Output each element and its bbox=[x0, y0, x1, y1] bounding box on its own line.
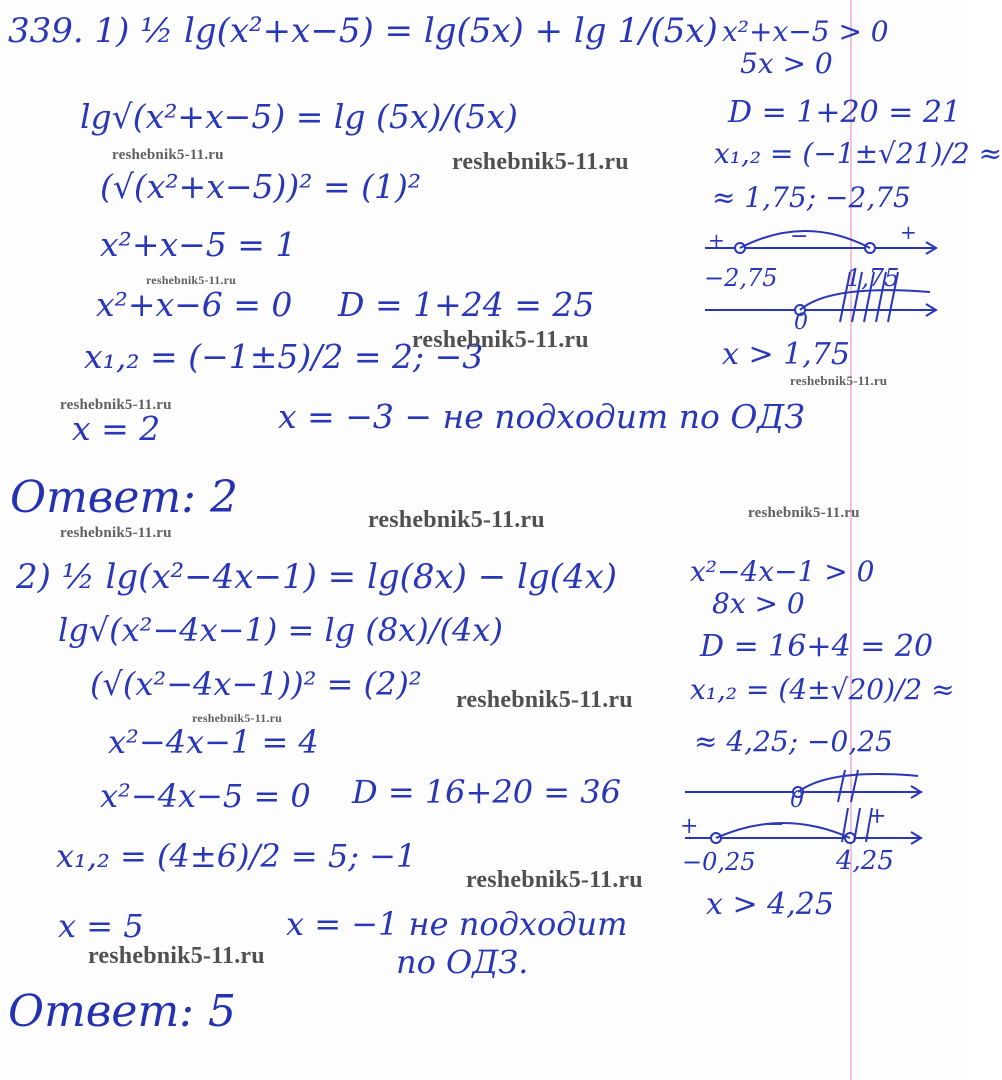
watermark: reshebnik5-11.ru bbox=[790, 373, 888, 388]
watermark: reshebnik5-11.ru bbox=[412, 327, 589, 353]
watermark: reshebnik5-11.ru bbox=[748, 505, 860, 521]
problem1-odz-conclusion: x > 1,75 bbox=[722, 337, 850, 372]
problem2-line2-sign-1: + bbox=[680, 814, 699, 839]
problem1-odz-ineq-1: x²+x−5 > 0 bbox=[722, 15, 889, 48]
problem2-answer: Ответ: 5 bbox=[8, 986, 236, 1037]
problem2-odz-conclusion: x > 4,25 bbox=[706, 887, 834, 922]
problem2-step-4: x²−4x−5 = 0 bbox=[100, 777, 311, 815]
problem2-odz-roots: x₁,₂ = (4±√20)/2 ≈ bbox=[690, 673, 955, 706]
problem1-line1-point-2: 1,75 bbox=[846, 264, 900, 292]
problem1-line2-point: 0 bbox=[794, 310, 808, 335]
problem1-line1-point-1: −2,75 bbox=[704, 264, 778, 292]
problem1-step-1: lg√(x²+x−5) = lg (5x)/(5x) bbox=[80, 97, 518, 136]
problem2-root-rejected-2: по ОДЗ. bbox=[396, 943, 529, 981]
problem1-discriminant: D = 1+24 = 25 bbox=[338, 285, 595, 324]
problem1-odz-discriminant: D = 1+20 = 21 bbox=[728, 95, 962, 130]
watermark: reshebnik5-11.ru bbox=[466, 867, 643, 893]
problem2-odz-approx: ≈ 4,25; −0,25 bbox=[694, 725, 893, 758]
watermark: reshebnik5-11.ru bbox=[88, 943, 265, 969]
watermark: reshebnik5-11.ru bbox=[60, 397, 172, 413]
problem2-line2-sign-3: + bbox=[868, 804, 887, 829]
problem2-line1-point: 0 bbox=[790, 788, 804, 813]
problem1-step-2: (√(x²+x−5))² = (1)² bbox=[100, 167, 422, 206]
problem2-line2-point-1: −0,25 bbox=[682, 848, 756, 876]
problem1-odz-ineq-2: 5x > 0 bbox=[740, 47, 833, 80]
problem2-step-2: (√(x²−4x−1))² = (2)² bbox=[90, 665, 422, 703]
problem2-odz-discriminant: D = 16+4 = 20 bbox=[700, 629, 934, 664]
watermark: reshebnik5-11.ru bbox=[368, 507, 545, 533]
problem2-line2-sign-2: − bbox=[766, 812, 785, 837]
problem1-odz-approx: ≈ 1,75; −2,75 bbox=[712, 181, 911, 214]
watermark: reshebnik5-11.ru bbox=[456, 687, 633, 713]
problem1-odz-roots: x₁,₂ = (−1±√21)/2 ≈ bbox=[714, 137, 1002, 170]
problem2-step-1: lg√(x²−4x−1) = lg (8x)/(4x) bbox=[58, 611, 503, 649]
problem2-line2-point-2: 4,25 bbox=[836, 846, 894, 876]
watermark: reshebnik5-11.ru bbox=[452, 149, 629, 175]
problem1-line1-sign-3: + bbox=[900, 220, 917, 244]
problem1-root-accepted: x = 2 bbox=[72, 409, 161, 448]
watermark: reshebnik5-11.ru bbox=[112, 147, 224, 163]
problem2-step-3: x²−4x−1 = 4 bbox=[108, 723, 319, 761]
watermark: reshebnik5-11.ru bbox=[146, 273, 236, 287]
watermark: reshebnik5-11.ru bbox=[192, 711, 282, 725]
problem1-answer: Ответ: 2 bbox=[10, 472, 238, 523]
problem1-step-3: x²+x−5 = 1 bbox=[100, 225, 297, 264]
problem1-roots: x₁,₂ = (−1±5)/2 = 2; −3 bbox=[84, 337, 484, 376]
problem1-root-rejected: x = −3 − не подходит по ОДЗ bbox=[278, 397, 805, 436]
problem2-header: 2) ½ lg(x²−4x−1) = lg(8x) − lg(4x) bbox=[16, 557, 618, 597]
problem2-odz-ineq-1: x²−4x−1 > 0 bbox=[690, 555, 875, 588]
watermark: reshebnik5-11.ru bbox=[60, 525, 172, 541]
problem2-odz-ineq-2: 8x > 0 bbox=[712, 587, 805, 620]
problem2-root-accepted: x = 5 bbox=[58, 907, 144, 945]
problem2-discriminant: D = 16+20 = 36 bbox=[352, 773, 621, 811]
problem1-header: 339. 1) ½ lg(x²+x−5) = lg(5x) + lg 1/(5x) bbox=[8, 11, 718, 51]
problem2-roots: x₁,₂ = (4±6)/2 = 5; −1 bbox=[56, 837, 417, 875]
problem2-root-rejected: x = −1 не подходит bbox=[286, 905, 628, 943]
problem1-line1-sign-2: − bbox=[790, 224, 809, 249]
problem1-step-4: x²+x−6 = 0 bbox=[96, 285, 293, 324]
problem1-line1-sign-1: + bbox=[708, 228, 725, 252]
